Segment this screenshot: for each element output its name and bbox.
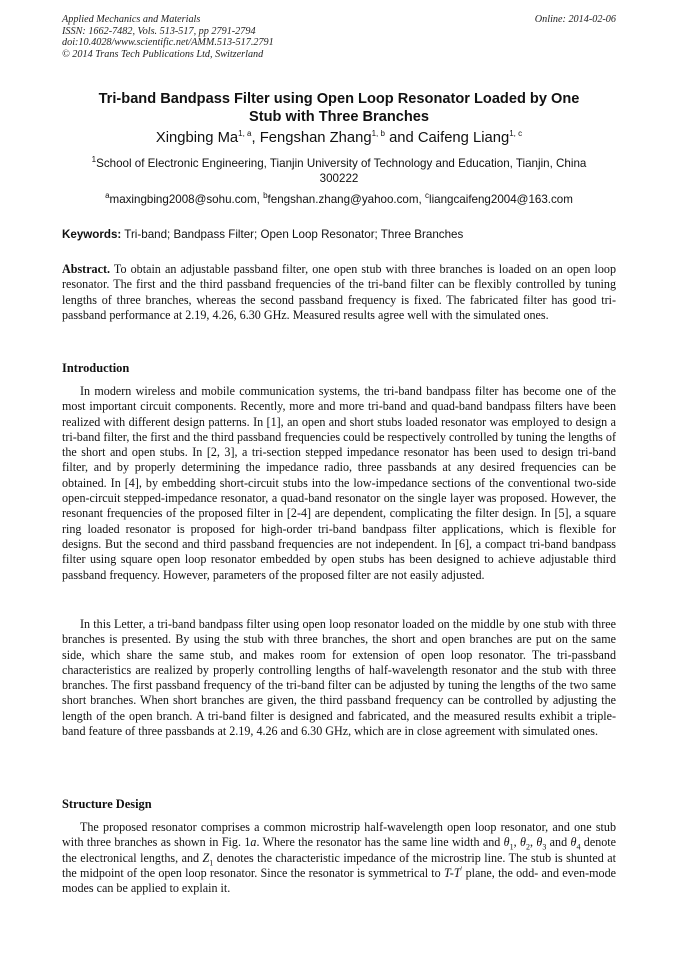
subscript: 2 <box>525 842 530 852</box>
author-name: Caifeng Liang <box>417 130 510 146</box>
abstract <box>62 262 616 323</box>
author-sup: 1, c <box>509 129 523 139</box>
paragraph: In modern wireless and mobile communication systems, the tri-band bandpass filter has become one of the most important circuit components. Recently, more and more tri-band and quad-band bandpass filters have been realized with different design patterns. In [1], an open and short stubs loaded resonator was employed to design a tri-band filter, the first and the third passband frequencies could be respectively controlled by tuning the lengths of the short and open stubs. In [2, 3], a tri-section stepped impedance resonator has been used to design tri-band filter, and by properly determining the impedance radio, three passbands at any desired frequencies can be obtained. In [4], by embedding short-circuit stubs into the low-impedance sections of the conventional two-side open-circuit stepped-impedance resonator, a quad-band resonator on the single layer was proposed. However, the resonant frequencies of the proposed filter in [2-4] are dependent, complicating the filter design. In [5], a square ring loaded resonator is proposed for high-order tri-band bandpass filter applications, which is flexible for designs. But the second and third passband frequencies are not independent. In [6], a compact tri-band bandpass filter using square open loop resonator embedded by open stubs has been designed to achieve adjustable third passband frequency. However, parameters of the proposed filter are not easily adjusted. <box>62 384 616 582</box>
author-sup: 1, b <box>371 129 385 139</box>
author-separator: , <box>251 130 260 146</box>
paper-title <box>62 90 616 126</box>
text-run: plane, the odd- and even-mode modes can be applied to explain it. <box>62 865 616 896</box>
section-heading-introduction: Introduction <box>62 361 130 375</box>
email-list <box>62 192 616 207</box>
email-link[interactable]: fengshan.zhang@yahoo.com, <box>267 193 425 206</box>
affiliation-sup: 1 <box>91 155 97 165</box>
superscript: ′ <box>460 864 463 874</box>
online-date: Online: 2014-02-06 <box>534 14 616 25</box>
figure-ref: a <box>250 835 257 850</box>
affiliation <box>62 156 616 186</box>
text-run: and <box>546 835 571 850</box>
author-sup: 1, a <box>238 129 252 139</box>
issn-line: ISSN: 1662-7482, Vols. 513-517, pp 2791-2794 <box>62 25 256 37</box>
subscript: 3 <box>542 842 547 852</box>
paragraph <box>62 820 616 896</box>
symbol-plane: T-T <box>443 865 461 880</box>
keywords-text: Tri-band; Bandpass Filter; Open Loop Resonator; Three Branches <box>121 228 464 241</box>
email-sup: c <box>425 191 429 201</box>
abstract-label: Abstract. <box>62 262 111 276</box>
keywords-label: Keywords: <box>62 228 122 241</box>
subscript: 4 <box>576 842 581 852</box>
author-separator: and <box>384 130 418 146</box>
email-link[interactable]: liangcaifeng2004@163.com <box>429 193 573 206</box>
title-line-2: Stub with Three Branches <box>248 109 430 125</box>
text-run: denotes the characteristic impedance of the microstrip line. The stub is shunted at the midpoint of the open loop resonator. Since the resonator is symmetrical to <box>62 850 616 880</box>
affiliation-line-1: School of Electronic Engineering, Tianjin University of Technology and Education, Tianjin, China <box>96 157 587 170</box>
subscript: 1 <box>209 858 214 867</box>
journal-name: Applied Mechanics and Materials <box>62 14 201 25</box>
email-link[interactable]: maxingbing2008@sohu.com, <box>109 193 264 206</box>
email-sup: a <box>105 191 110 201</box>
author-list <box>62 128 616 148</box>
symbol-z: Z <box>202 850 210 865</box>
author-name: Fengshan Zhang <box>259 130 372 146</box>
text-run: , <box>529 835 537 850</box>
text-run: , <box>513 835 521 850</box>
subscript: 1 <box>509 842 514 852</box>
symbol-theta: θ <box>503 835 510 850</box>
email-sup: b <box>263 191 268 201</box>
text-run: . Where the resonator has the same line width and <box>256 835 504 850</box>
journal-header <box>62 14 616 60</box>
text-run: The proposed resonator comprises a common microstrip half-wavelength open loop resonator, and one stub with three branches as shown in Fig. 1 <box>62 820 616 850</box>
title-line-1: Tri-band Bandpass Filter using Open Loop Resonator Loaded by One <box>98 91 580 107</box>
symbol-theta: θ <box>520 835 526 850</box>
paragraph: In this Letter, a tri-band bandpass filter using open loop resonator loaded on the middle by one stub with three branches is presented. By using the stub with three branches, the short and open branches are put on the same side, which share the same stub, and makes room for extension of open loop resonator. The tri-passband characteristics are realized by properly controlling lengths of half-wavelength resonator and the stub with three branches. The first passband frequency of the tri-band filter can be adjusted by tuning the lengths of the two same short branches. When short branches are given, the third passband frequency can be controlled by adjusting the length of the open branch. A tri-band filter is designed and fabricated, and the measured results exhibit a triple-band feature of three passbands at 2.19, 4.26 and 6.30 GHz, which are in close agreement with simulated ones. <box>62 617 616 739</box>
symbol-theta: θ <box>570 835 577 850</box>
symbol-theta: θ <box>536 835 543 850</box>
section-heading-structure-design: Structure Design <box>62 797 152 811</box>
doi-line: doi:10.4028/www.scientific.net/AMM.513-517.2791 <box>62 37 274 48</box>
text-run: denote the electronical lengths, and <box>62 835 617 865</box>
author-name: Xingbing Ma <box>155 130 239 146</box>
abstract-text: To obtain an adjustable passband filter, one open stub with three branches is loaded on an open loop resonator. The first and the third passband frequencies of the tri-band filter can be flexibly controlled by tuning lengths of three branches, whereas the second passband frequency is fixed. The fabricated filter has good tri-passband performance at 2.19, 4.26, 6.30 GHz. Measured results agree well with the simulated ones. <box>62 262 616 322</box>
affiliation-line-2: 300222 <box>319 172 359 185</box>
keywords <box>62 227 616 242</box>
copyright-line: © 2014 Trans Tech Publications Ltd, Switzerland <box>62 48 264 60</box>
